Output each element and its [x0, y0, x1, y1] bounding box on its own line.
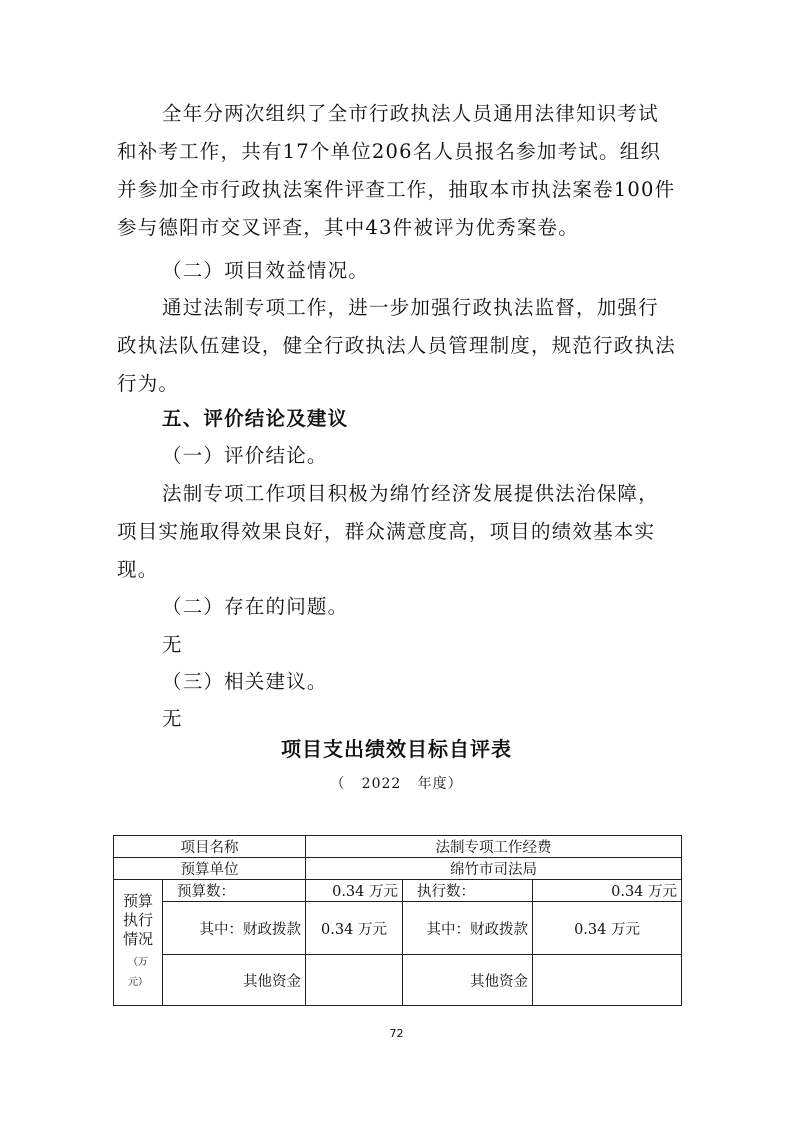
executed-other-label: 其他资金 [403, 955, 533, 1006]
executed-fiscal-value: 0.34 万元 [533, 902, 682, 955]
executed-amount-value: 0.34 万元 [533, 880, 682, 902]
self-evaluation-table [113, 835, 682, 1006]
body-paragraph-2: 通过法制专项工作，进一步加强行政执法监督，加强行政执法队伍建设，健全行政执法人员管理制度，规范行政执法行为。 [117, 296, 676, 395]
body-paragraph-1: 全年分两次组织了全市行政执法人员通用法律知识考试和补考工作，共有17个单位206名人员报名参加考试。组织并参加全市行政执法案件评查工作，抽取本市执法案卷100件参与德阳市交叉评查，其中43件被评为优秀案卷。 [117, 102, 676, 239]
section-subheading-suggestions: （三）相关建议。 [162, 670, 328, 693]
budget-amount-value: 0.34 万元 [306, 880, 403, 902]
executed-other-value [533, 955, 682, 1006]
budget-unit-label: 预算单位 [114, 858, 306, 880]
table-year: （ 2022 年度） [330, 776, 463, 792]
page-number: 72 [389, 1027, 404, 1040]
project-name-label: 项目名称 [114, 836, 306, 858]
project-name-value: 法制专项工作经费 [306, 836, 682, 858]
budget-other-value [306, 955, 403, 1006]
table-title: 项目支出绩效目标自评表 [281, 737, 512, 761]
body-paragraph-3: 法制专项工作项目积极为绵竹经济发展提供法治保障，项目实施取得效果良好，群众满意度高，项目的绩效基本实现。 [117, 482, 659, 581]
table-row [114, 902, 682, 955]
section-subheading-benefits: （二）项目效益情况。 [162, 259, 370, 282]
suggestions-text: 无 [162, 707, 183, 730]
executed-fiscal-label: 其中：财政拨款 [403, 902, 533, 955]
budget-other-label: 其他资金 [163, 955, 306, 1006]
budget-fiscal-value: 0.34 万元 [306, 902, 403, 955]
budget-unit-value: 绵竹市司法局 [306, 858, 682, 880]
budget-amount-label: 预算数： [163, 880, 306, 902]
table-row [114, 880, 682, 902]
table-row [114, 858, 682, 880]
budget-execution-unit: （万元） [128, 957, 148, 988]
problems-text: 无 [162, 633, 183, 656]
budget-execution-section-label [114, 880, 163, 1006]
budget-execution-title: 预算执行情况 [122, 892, 153, 948]
executed-amount-label: 执行数： [403, 880, 533, 902]
budget-fiscal-label: 其中：财政拨款 [163, 902, 306, 955]
table-row [114, 836, 682, 858]
section-heading-conclusion: 五、评价结论及建议 [162, 407, 349, 430]
section-subheading-conclusion: （一）评价结论。 [162, 444, 328, 467]
section-subheading-problems: （二）存在的问题。 [162, 595, 349, 618]
table-row [114, 955, 682, 1006]
